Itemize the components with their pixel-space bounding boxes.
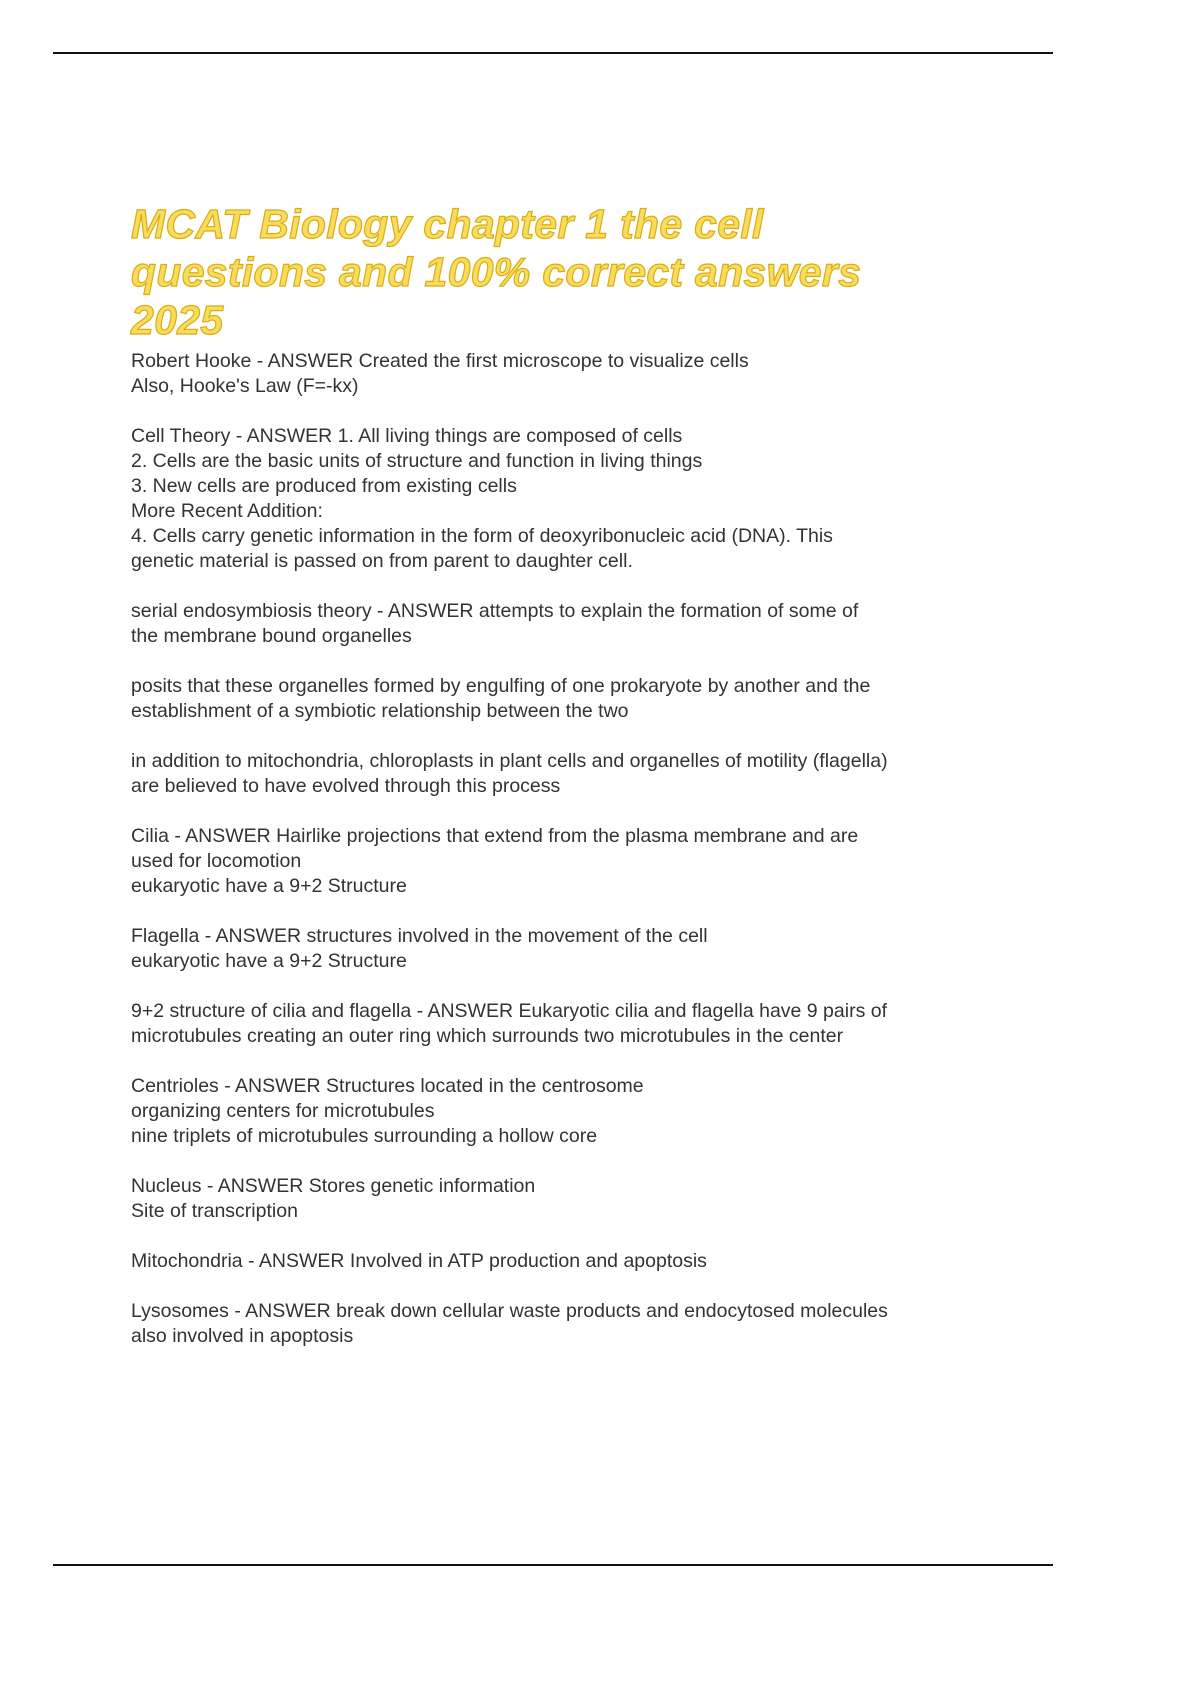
text-line: Nucleus - ANSWER Stores genetic information — [131, 1175, 536, 1197]
qa-entry — [131, 1299, 1051, 1349]
text-line: 2. Cells are the basic units of structure and function in living things — [131, 450, 703, 472]
text-line: eukaryotic have a 9+2 Structure — [131, 950, 407, 972]
text-line: the membrane bound organelles — [131, 625, 412, 647]
qa-entry — [131, 924, 1051, 974]
text-line: Robert Hooke - ANSWER Created the first microscope to visualize cells — [131, 350, 749, 372]
text-line: Also, Hooke's Law (F=-kx) — [131, 375, 359, 397]
text-line: genetic material is passed on from parent to daughter cell. — [131, 550, 633, 572]
text-line: also involved in apoptosis — [131, 1325, 354, 1347]
document-title — [131, 200, 1031, 344]
title-line: 2025 — [131, 297, 224, 343]
qa-entry — [131, 824, 1051, 899]
qa-entry — [131, 1249, 1051, 1274]
text-line: in addition to mitochondria, chloroplasts in plant cells and organelles of motility (flagella) — [131, 750, 888, 772]
qa-entry — [131, 1074, 1051, 1149]
text-line: posits that these organelles formed by engulfing of one prokaryote by another and the — [131, 675, 871, 697]
qa-entry — [131, 424, 1051, 574]
text-line: establishment of a symbiotic relationship between the two — [131, 700, 629, 722]
text-line: organizing centers for microtubules — [131, 1100, 435, 1122]
document-body — [131, 349, 1051, 1374]
text-line: Centrioles - ANSWER Structures located in the centrosome — [131, 1075, 644, 1097]
title-line: MCAT Biology chapter 1 the cell — [131, 201, 764, 247]
top-rule — [53, 52, 1053, 54]
qa-entry — [131, 674, 1051, 724]
text-line: Mitochondria - ANSWER Involved in ATP production and apoptosis — [131, 1250, 707, 1272]
qa-entry — [131, 599, 1051, 649]
text-line: used for locomotion — [131, 850, 302, 872]
qa-entry — [131, 349, 1051, 399]
text-line: 4. Cells carry genetic information in the form of deoxyribonucleic acid (DNA). This — [131, 525, 833, 547]
text-line: More Recent Addition: — [131, 500, 323, 522]
text-line: microtubules creating an outer ring which surrounds two microtubules in the center — [131, 1025, 844, 1047]
title-line: questions and 100% correct answers — [131, 249, 862, 295]
text-line: nine triplets of microtubules surrounding a hollow core — [131, 1125, 598, 1147]
text-line: 3. New cells are produced from existing cells — [131, 475, 517, 497]
qa-entry — [131, 1174, 1051, 1224]
text-line: serial endosymbiosis theory - ANSWER attempts to explain the formation of some of — [131, 600, 859, 622]
text-line: Site of transcription — [131, 1200, 298, 1222]
text-line: Cilia - ANSWER Hairlike projections that extend from the plasma membrane and are — [131, 825, 859, 847]
text-line: eukaryotic have a 9+2 Structure — [131, 875, 407, 897]
bottom-rule — [53, 1564, 1053, 1566]
text-line: 9+2 structure of cilia and flagella - ANSWER Eukaryotic cilia and flagella have 9 pairs of — [131, 1000, 888, 1022]
text-line: are believed to have evolved through this process — [131, 775, 561, 797]
qa-entry — [131, 749, 1051, 799]
text-line: Lysosomes - ANSWER break down cellular waste products and endocytosed molecules — [131, 1300, 888, 1322]
text-line: Flagella - ANSWER structures involved in the movement of the cell — [131, 925, 708, 947]
qa-entry — [131, 999, 1051, 1049]
text-line: Cell Theory - ANSWER 1. All living things are composed of cells — [131, 425, 683, 447]
